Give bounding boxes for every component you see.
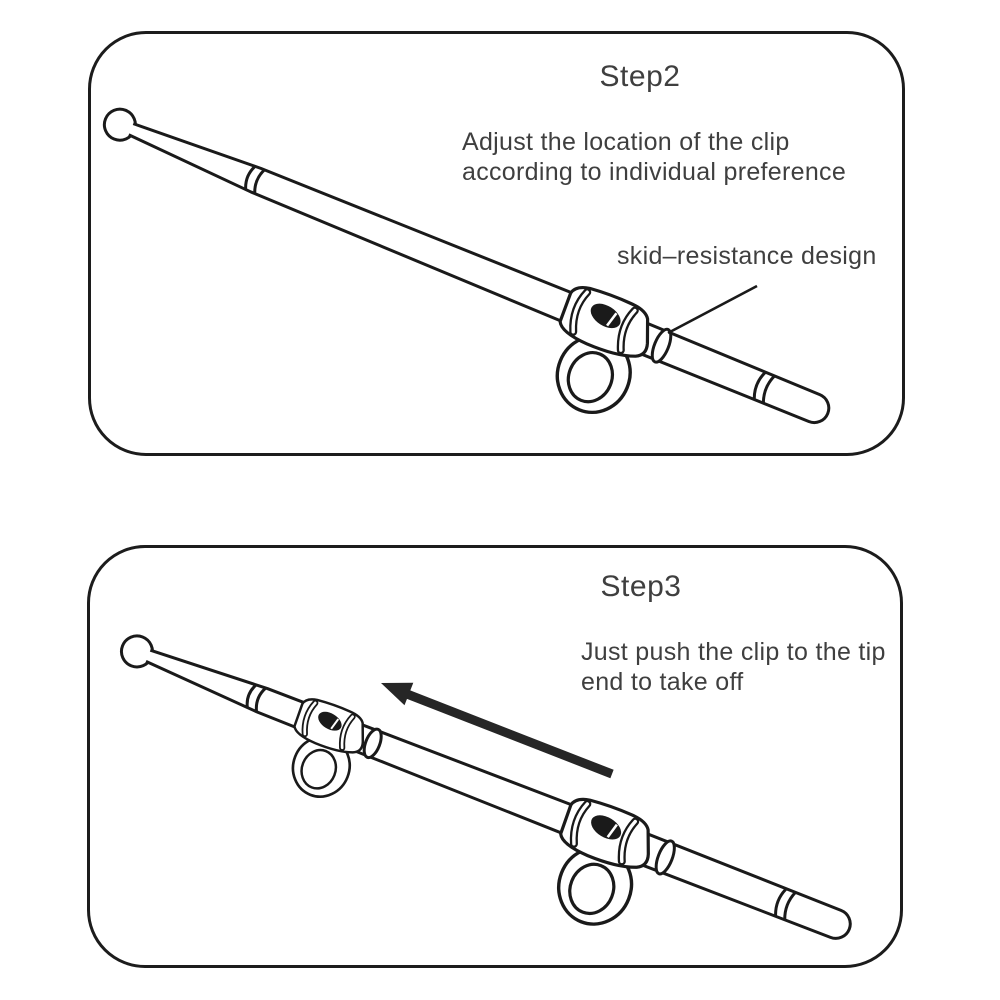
step3-title: Step3: [600, 570, 682, 603]
step2-instruction: [462, 127, 846, 187]
push-direction-arrow-head: [381, 683, 413, 705]
step2-title: Step2: [599, 60, 681, 93]
annotation-pointer-line: [668, 286, 757, 333]
step3-instruction-line1: Just push the clip to the tip: [581, 638, 886, 666]
step2-instruction-line2: according to individual preference: [462, 158, 847, 186]
step3-instruction: [581, 637, 886, 697]
step3-instruction-line2: end to take off: [581, 668, 744, 696]
step2-instruction-line1: Adjust the location of the clip: [462, 128, 790, 156]
skid-resistance-label: skid–resistance design: [617, 242, 877, 270]
